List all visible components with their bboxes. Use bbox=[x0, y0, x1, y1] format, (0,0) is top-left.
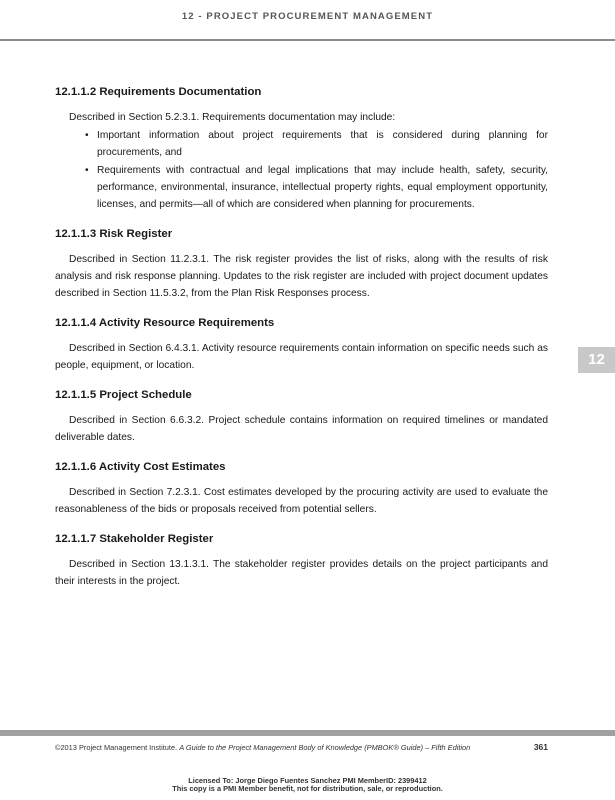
section-paragraph: Described in Section 11.2.3.1. The risk register provides the list of risks, along with the results of risk analysis and risk response planning. Updates to the risk register are included with project document updates described in Section 11.5.3.2, from the Plan Risk Responses process. bbox=[55, 254, 548, 299]
list-item-text: Important information about project requirements that is considered during planning for procurements, and bbox=[97, 130, 548, 158]
bullet-icon: • bbox=[85, 165, 89, 176]
section-paragraph: Described in Section 5.2.3.1. Requirements documentation may include: bbox=[69, 112, 396, 123]
bullet-list bbox=[55, 127, 548, 213]
list-item-text: Requirements with contractual and legal implications that may include health, safety, security, performance, environmental, insurance, intellectual property rights, equal employment opportunity, licenses, and permits—all of which are considered when planning for procurements. bbox=[97, 165, 548, 210]
page-number: 361 bbox=[533, 742, 548, 752]
section-requirements-documentation bbox=[55, 86, 548, 213]
list-item bbox=[85, 127, 548, 161]
book-title: A Guide to the Project Management Body of Knowledge (PMBOK® Guide) – Fifth Edition bbox=[179, 743, 471, 752]
footer-rule bbox=[0, 730, 615, 736]
chapter-tab: 12 bbox=[578, 347, 615, 373]
running-header: 12 - PROJECT PROCUREMENT MANAGEMENT bbox=[181, 11, 434, 22]
section-paragraph: Described in Section 7.2.3.1. Cost estimates developed by the procuring activity are used to evaluate the reasonableness of the bids or proposals received from potential sellers. bbox=[55, 487, 548, 515]
header-rule bbox=[0, 39, 615, 41]
page-body bbox=[55, 86, 548, 605]
section-risk-register bbox=[55, 228, 548, 302]
license-line: This copy is a PMI Member benefit, not for distribution, sale, or reproduction. bbox=[172, 784, 443, 793]
license-line: Licensed To: Jorge Diego Fuentes Sanchez PMI MemberID: 2399412 bbox=[188, 776, 427, 785]
footer-copyright bbox=[55, 743, 470, 752]
section-paragraph: Described in Section 13.1.3.1. The stakeholder register provides details on the project participants and their interests in the project. bbox=[55, 559, 548, 587]
license-notice bbox=[0, 777, 615, 793]
bullet-icon: • bbox=[85, 130, 89, 141]
section-heading: 12.1.1.3 Risk Register bbox=[55, 228, 173, 240]
section-stakeholder-register bbox=[55, 533, 548, 590]
list-item bbox=[85, 162, 548, 213]
section-project-schedule bbox=[55, 389, 548, 446]
section-heading: 12.1.1.6 Activity Cost Estimates bbox=[55, 461, 226, 473]
copyright-text: ©2013 Project Management Institute. bbox=[55, 743, 180, 752]
section-heading: 12.1.1.7 Stakeholder Register bbox=[55, 533, 214, 545]
section-activity-resource-requirements bbox=[55, 317, 548, 374]
section-paragraph: Described in Section 6.4.3.1. Activity resource requirements contain information on specific needs such as people, equipment, or location. bbox=[55, 343, 548, 371]
section-heading: 12.1.1.4 Activity Resource Requirements bbox=[55, 317, 275, 329]
section-heading: 12.1.1.2 Requirements Documentation bbox=[55, 86, 262, 98]
section-heading: 12.1.1.5 Project Schedule bbox=[55, 389, 192, 401]
section-activity-cost-estimates bbox=[55, 461, 548, 518]
section-paragraph: Described in Section 6.6.3.2. Project schedule contains information on required timelines or mandated deliverable dates. bbox=[55, 415, 548, 443]
